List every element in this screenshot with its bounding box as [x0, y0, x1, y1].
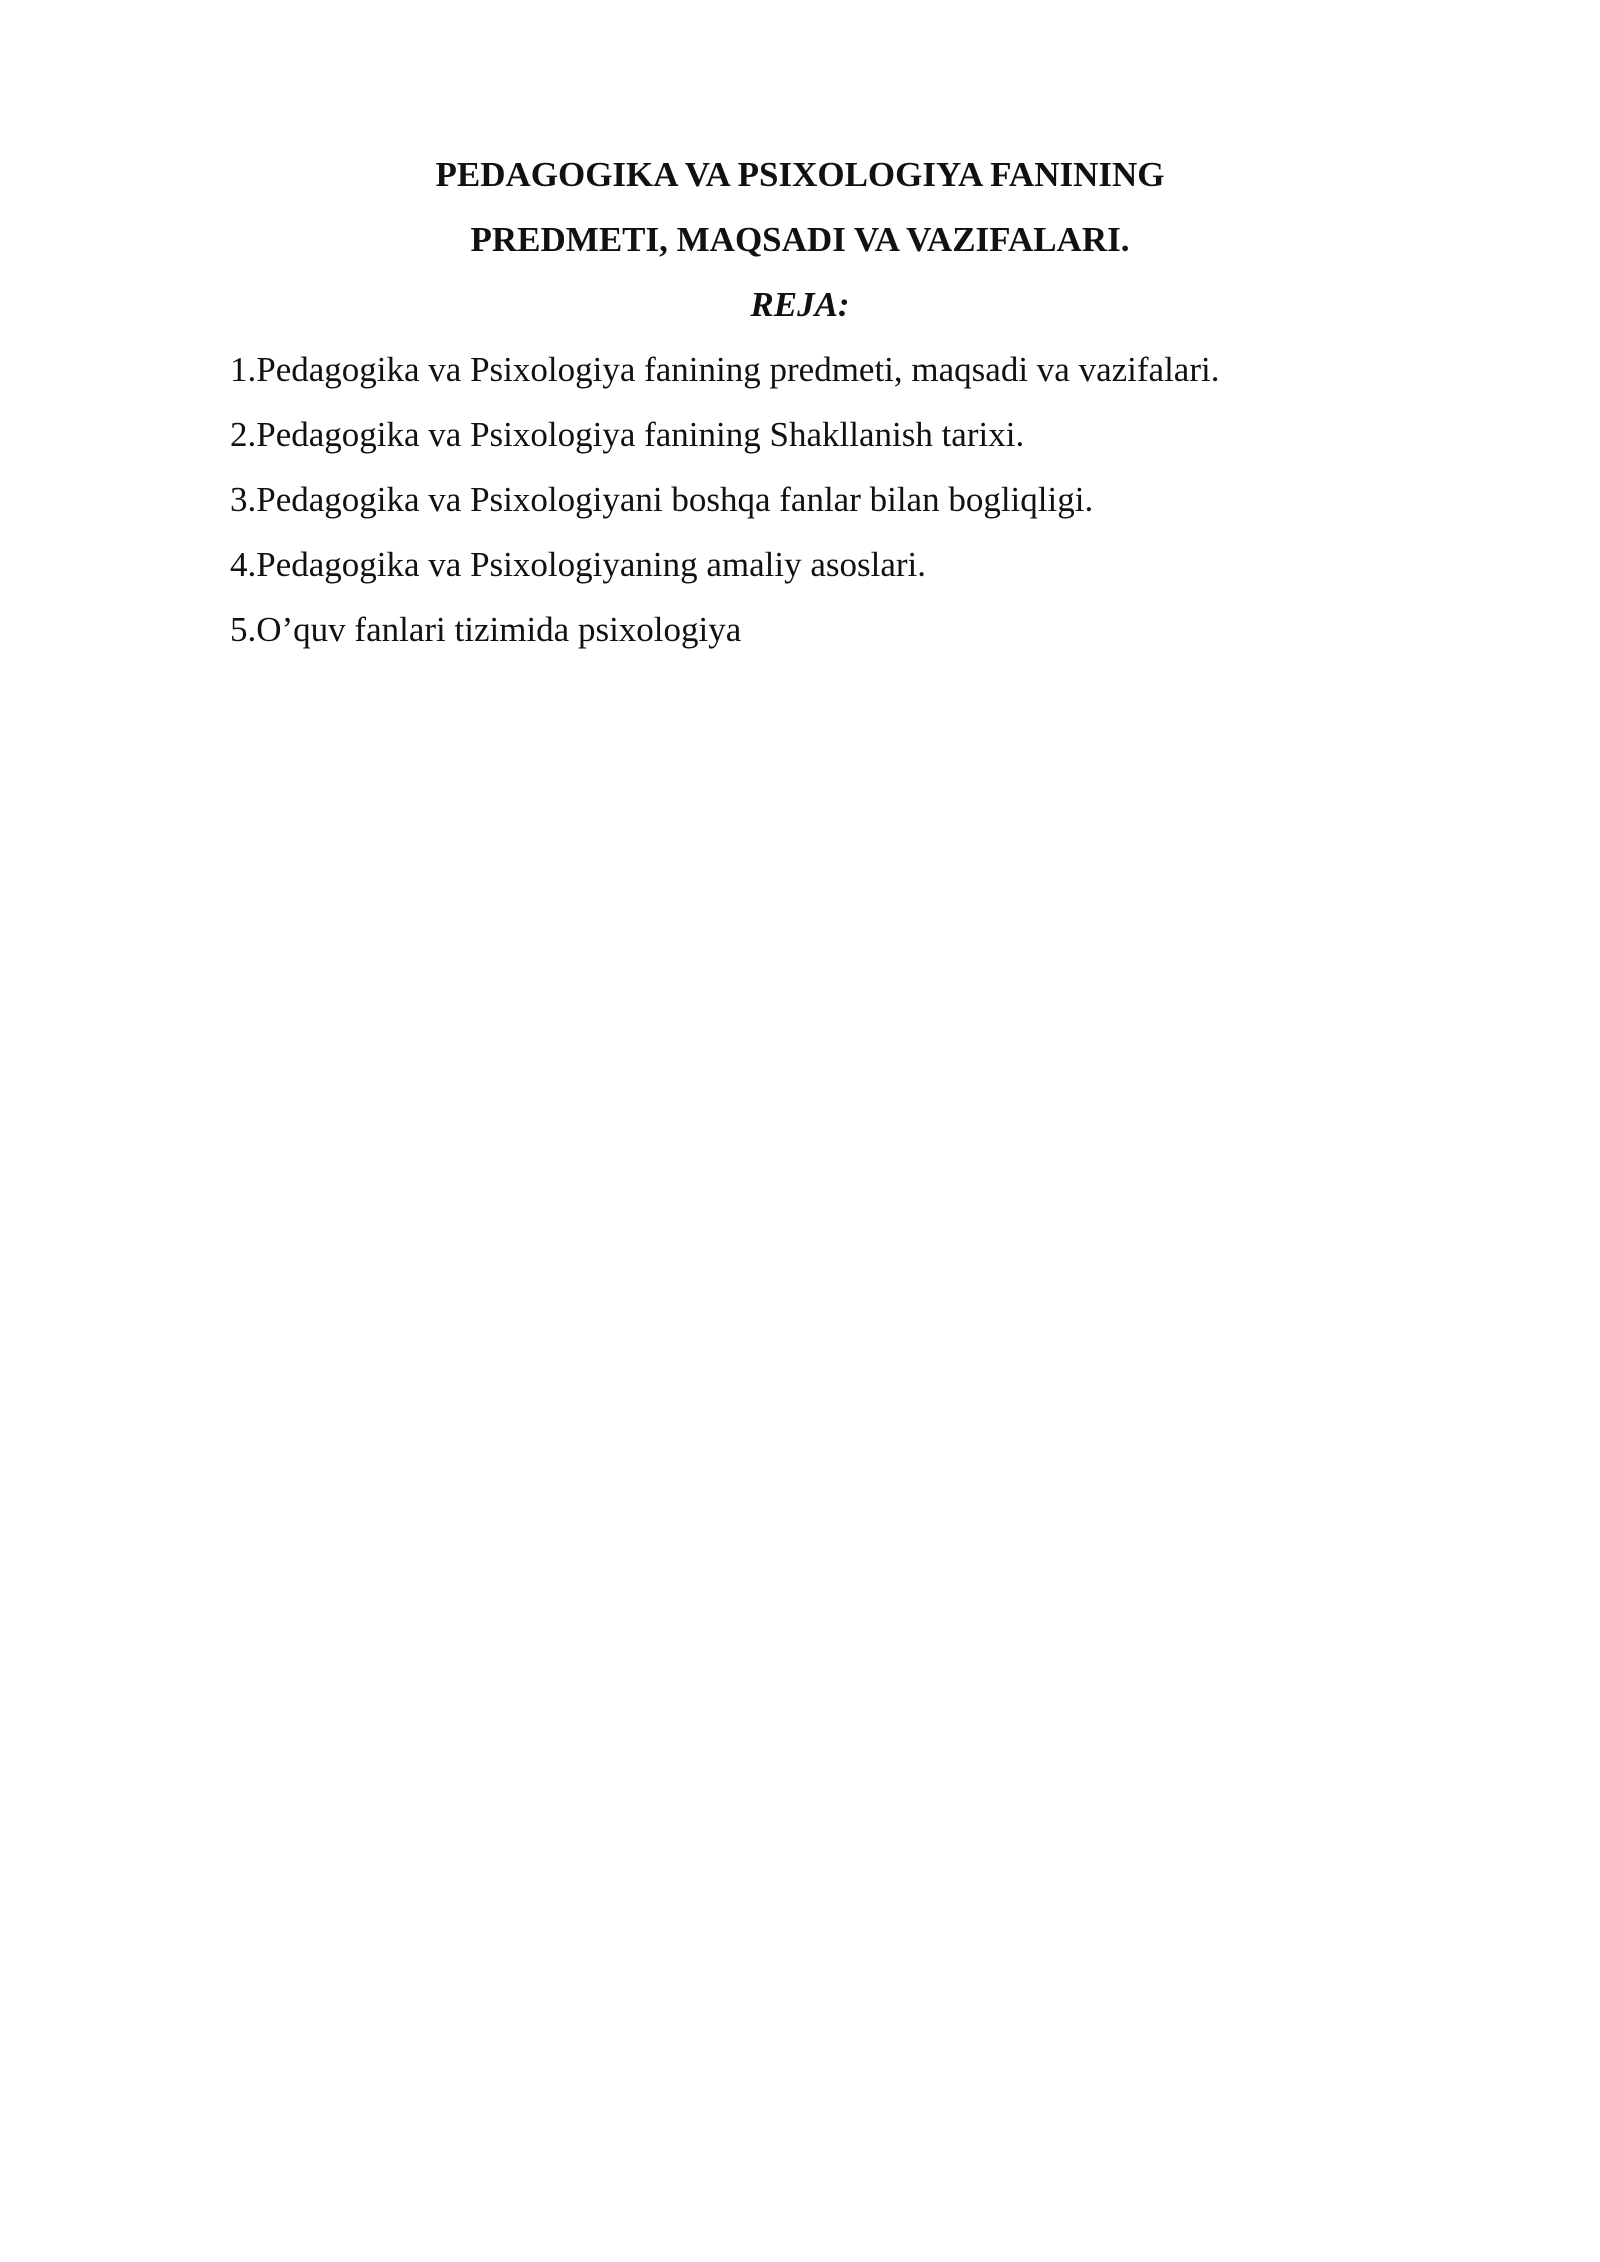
plan-item: 5.O’quv fanlari tizimida psixologiya — [230, 610, 742, 649]
plan-item: 2.Pedagogika va Psixologiya fanining Shakllanish tarixi. — [230, 415, 1025, 454]
plan-item: 1.Pedagogika va Psixologiya fanining predmeti, maqsadi va vazifalari. — [230, 350, 1220, 389]
plan-list — [230, 337, 1370, 662]
plan-item: 4.Pedagogika va Psixologiyaning amaliy asoslari. — [230, 545, 927, 584]
document-content — [230, 142, 1370, 662]
document-title-line-2: PREDMETI, MAQSADI VA VAZIFALARI. — [470, 220, 1130, 259]
plan-heading: REJA: — [750, 285, 850, 324]
plan-item: 3.Pedagogika va Psixologiyani boshqa fanlar bilan bogliqligi. — [230, 480, 1094, 519]
document-title-line-1: PEDAGOGIKA VA PSIXOLOGIYA FANINING — [435, 155, 1165, 194]
